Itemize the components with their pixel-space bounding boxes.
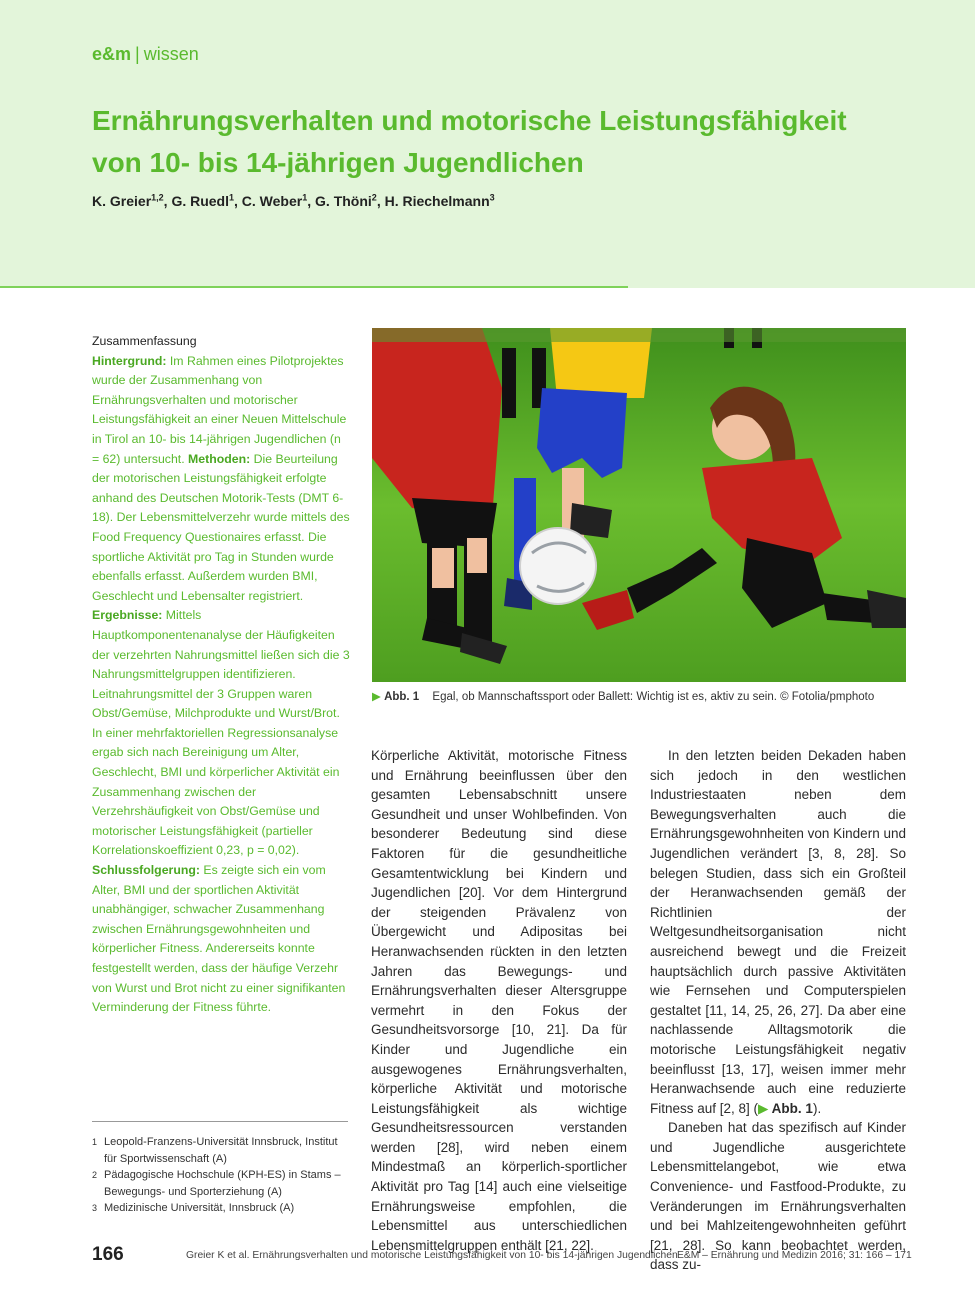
abstract-text-methods: Die Beurteilung der motorischen Leistungsfähigkeit erfolgte anhand des Deutschen Motorik-Tests (DMT 6-18). Der Lebensmittelverzehr wurde mittels des Food Frequency Questionaires erfasst. Die sportliche Aktivität pro Tag in Stunden wurde ebenfalls erfasst. Außerdem wurden BMI, Geschlecht und Lebensalter registriert.	[92, 451, 350, 603]
footnote: 2 Pädagogische Hochschule (KPH-ES) in Stams – Bewegungs- und Sporterziehung (A)	[92, 1169, 341, 1198]
footnotes	[92, 1134, 350, 1217]
figure-photo-soccer-kids	[372, 328, 906, 682]
section-name: wissen	[143, 44, 199, 64]
section-label	[92, 44, 199, 65]
figure-reference-link[interactable]: Abb. 1	[768, 1100, 813, 1116]
title-line-2: von 10- bis 14-jährigen Jugendlichen	[92, 147, 584, 178]
author: G. Thöni$^2$,	[315, 192, 385, 209]
figure-label: Abb. 1	[384, 691, 420, 703]
abstract-heading: Zusammenfassung	[92, 334, 197, 348]
abstract-text-results: Mittels Hauptkomponentenanalyse der Häufigkeiten der verzehrten Nahrungsmittel ließen sich die 3 Nahrungsmittelgruppen identifizieren. Leitnahrungsmittel der 3 Gruppen waren Obst/Gemüse, Milchprodukte und Wurst/Brot. In einer mehrfaktoriellen Regressionsanalyse ergab sich nach Bereinigung um Alter, Geschlecht, BMI und körperlicher Aktivität ein Zusammenhang zwischen der Verzehrshäufigkeit von Obst/Gemüse und motorischer Leistungsfähigkeit (partieller Korrelationskoeffizient 0,23, p = 0,02).	[92, 608, 350, 858]
abstract-text-conclusion: Es zeigte sich ein vom Alter, BMI und der sportlichen Aktivität unabhängiger, schwacher Zusammenhang zwischen Ernährungsgewohnheiten und körperlicher Fitness. Andererseits konnte festgestellt werden, dass der häufige Verzehr von Wurst und Brot nicht zu einer signifikanten Verminderung der Fitness führte.	[92, 863, 346, 1015]
page-number: 166	[92, 1244, 124, 1265]
footnote-divider	[92, 1121, 348, 1122]
body-column-2	[650, 746, 906, 1275]
author-list	[92, 192, 495, 209]
paragraph: Körperliche Aktivität, motorische Fitness und Ernährung beeinflussen über den gesamten Lebensabschnitt unsere Gesundheit und unser Wohlbefinden. Von besonderer Bedeutung sind diese Faktoren für die gesundheitliche Gesamtentwicklung bei Kindern und Jugendlichen [20]. Vor dem Hintergrund der steigenden Prävalenz von Übergewicht und Adipositas bei Heranwachsenden rückten in den letzten Jahren das Bewegungs- und Ernährungsverhalten dieser Altersgruppe vermehrt in den Fokus der Gesundheitsvorsorge [10, 21]. Da für Kinder und Jugendliche ein ausgewogenes Ernährungsverhalten, körperliche Aktivität und motorische Leistungsfähigkeit als wichtige Gesundheitsressourcen verstanden werden [28], wird neben einem Mindestmaß an körperlich-sportlicher Aktivität pro Tag [14] auch eine vielseitige Ernährungsweise empfohlen, die Lebensmittel aus unterschiedlichen Lebensmittelgruppen enthält [21, 22].	[371, 748, 627, 1253]
section-separator: |	[135, 44, 140, 64]
title-line-1: Ernährungsverhalten und motorische Leistungsfähigkeit	[92, 105, 847, 136]
abstract-body	[92, 352, 350, 1018]
figure-caption-text: Egal, ob Mannschaftssport oder Ballett: Wichtig ist es, aktiv zu sein. © Fotolia/pmphoto	[432, 691, 875, 703]
body-column-1	[371, 746, 627, 1255]
abstract-label-methods: Methoden:	[188, 451, 251, 466]
brand-label: e&m	[92, 44, 132, 64]
paragraph: Daneben hat das spezifisch auf Kinder und Jugendliche ausgerichtete Lebensmittelangebot, wie etwa Convenience- und Fastfood-Produkte, zu Veränderungen im Ernährungsverhalten und bei Mahlzeitengewohnheiten geführt [21, 28]. So kann beobachtet werden, dass zu-	[650, 1120, 906, 1273]
abstract-label-background: Hintergrund:	[92, 353, 167, 368]
abstract-text-background: Im Rahmen eines Pilotprojektes wurde der Zusammenhang von Ernährungsverhalten und motorischer Leistungsfähigkeit an einer Neuen Mittelschule in Tirol an 10- bis 14-jährigen Jugendlichen (n = 62) untersucht.	[92, 353, 347, 466]
abstract	[92, 332, 350, 1018]
paragraph: In den letzten beiden Dekaden haben sich jedoch in den westlichen Industriestaaten neben dem Bewegungsverhalten auch die Ernährungsgewohnheiten von Kindern und Jugendlichen verändert [3, 8, 28]. So belegen Studien, dass sich ein Großteil der Heranwachsenden gemäß der Richtlinien der Weltgesundheitsorganisation nicht ausreichend bewegt und die Freizeit hauptsächlich durch passive Aktivitäten wie Fernsehen und Computerspielen gestaltet [11, 14, 25, 26, 27]. Da aber eine nachlassende Alltagsmotorik die motorische Leistungsfähigkeit negativ beeinflusst [13, 17], weisen immer mehr Heranwachsende auch eine reduzierte Fitness auf [2, 8] (▶ Abb. 1).	[650, 748, 906, 1116]
footnote: 3 Medizinische Universität, Innsbruck (A)	[92, 1202, 295, 1214]
article-title	[92, 100, 912, 184]
author: C. Weber$^1$,	[241, 192, 316, 209]
footer-citation: Greier K et al. Ernährungsverhalten und motorische Leistungsfähigkeit von 10- bis 14-jährigen Jugendlichen	[186, 1250, 678, 1261]
abstract-label-results: Ergebnisse:	[92, 608, 163, 623]
footer-journal: E&M – Ernährung und Medizin 2016; 31: 166 – 171	[677, 1250, 912, 1261]
figure-caption	[372, 689, 912, 703]
author: K. Greier$^{1,2}$,	[92, 192, 172, 209]
caption-arrow-icon: ▶	[372, 691, 381, 703]
reference-arrow-icon: ▶	[758, 1100, 769, 1116]
author: G. Ruedl$^1$,	[171, 192, 242, 209]
footnote: 1 Leopold-Franzens-Universität Innsbruck, Institut für Sportwissenschaft (A)	[92, 1136, 338, 1165]
author: H. Riechelmann$^3$	[384, 192, 495, 209]
abstract-label-conclusion: Schlussfolgerung:	[92, 863, 200, 878]
header-divider	[0, 286, 628, 288]
